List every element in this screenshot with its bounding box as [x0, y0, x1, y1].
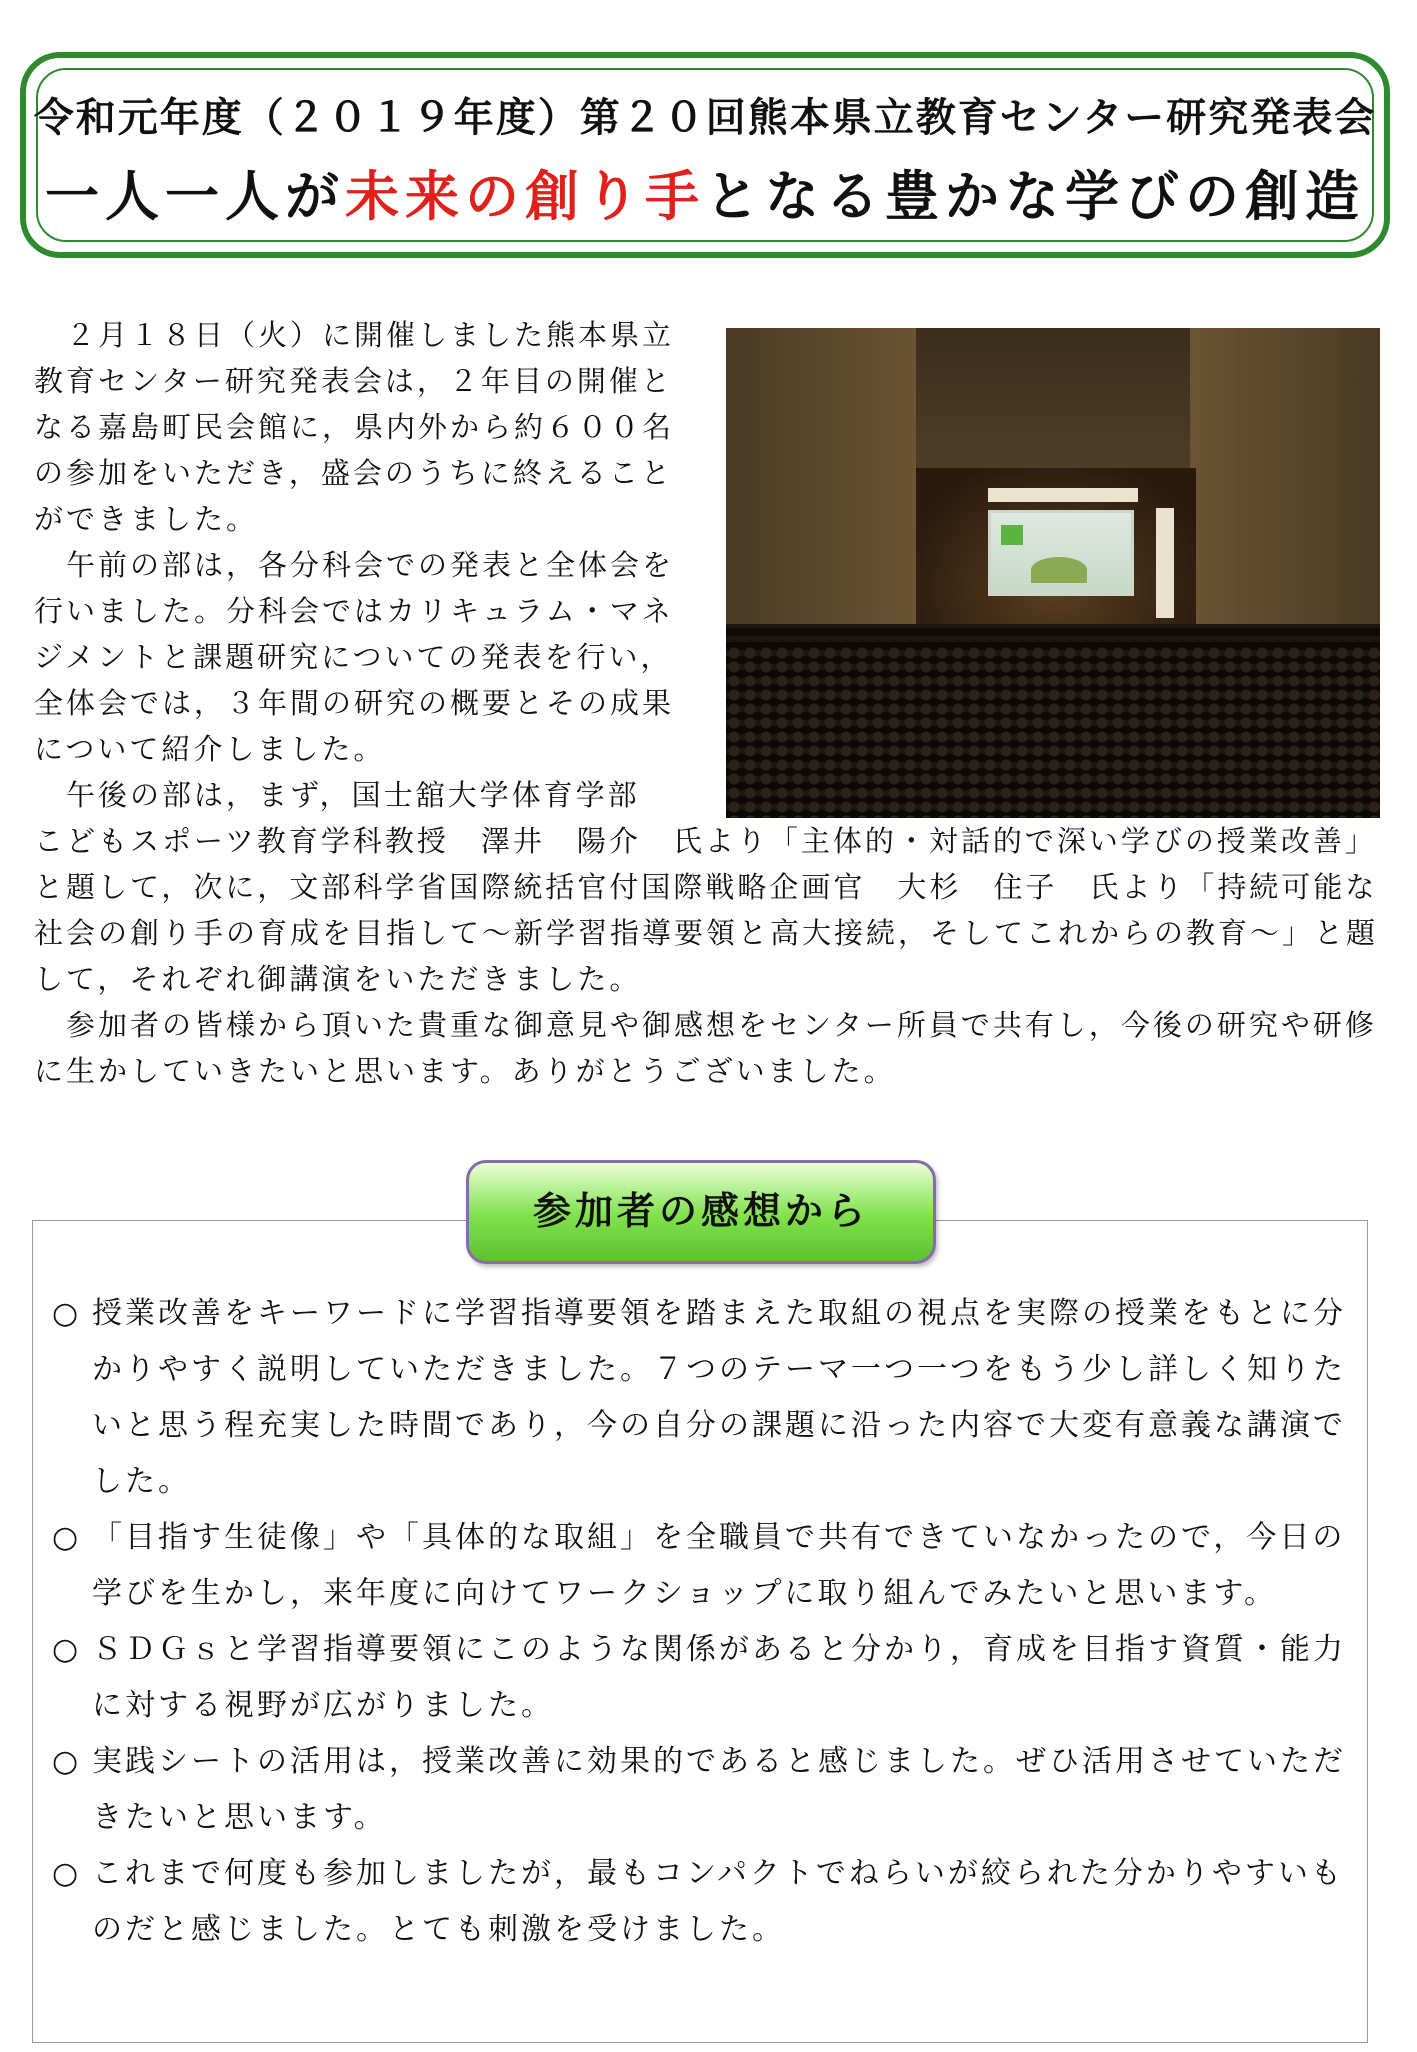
photo-screen-logo [1001, 525, 1023, 545]
event-title [26, 154, 1384, 231]
article-paragraph-4: 参加者の皆様から頂いた貴重な御意見や御感想をセンター所員で共有し，今後の研究や研修に生かしていきたいと思います。ありがとうございました。 [34, 1008, 1377, 1088]
list-item: ○ 「目指す生徒像」や「具体的な取組」を全職員で共有できていなかったので，今日の学びを生かし，来年度に向けてワークショップに取り組んでみたいと思います。 [52, 1510, 1352, 1622]
impressions-list [52, 1286, 1352, 1958]
list-item: ○ 授業改善をキーワードに学習指導要領を踏まえた取組の視点を実際の授業をもとに分かりやすく説明していただきました。７つのテーマ一つ一つをもう少し詳しく知りたいと思う程充実した時間であり，今の自分の課題に沿った内容で大変有意義な講演でした。 [52, 1286, 1352, 1510]
bullet-circle-icon: ○ [52, 1520, 82, 1555]
title-part1: 一人一人が [45, 165, 345, 228]
photo-audience [726, 646, 1380, 818]
article-paragraph-2: 午前の部は，各分科会での発表と全体会を行いました。分科会ではカリキュラム・マネジメントと課題研究についての発表を行い，全体会では，３年間の研究の概要とその成果について紹介しました。 [34, 548, 675, 766]
photo-side-banner [1156, 508, 1174, 618]
bullet-circle-icon: ○ [52, 1632, 82, 1667]
list-item: ○ ＳＤＧｓと学習指導要領にこのような関係があると分かり，育成を目指す資質・能力に対する視野が広がりました。 [52, 1622, 1352, 1734]
title-part2: となる豊かな学びの創造 [705, 165, 1365, 228]
title-banner [20, 52, 1390, 258]
event-subtitle: 令和元年度（２０１９年度）第２０回熊本県立教育センター研究発表会 [33, 95, 1377, 141]
article-left-column [34, 312, 702, 818]
photo-stage-banner [988, 488, 1138, 502]
auditorium-photo [726, 328, 1380, 818]
list-item: ○ これまで何度も参加しましたが，最もコンパクトでねらいが絞られた分かりやすいものだと感じました。とても刺激を受けました。 [52, 1846, 1352, 1958]
impressions-heading: 参加者の感想から [466, 1160, 936, 1264]
article-paragraph-3-start: 午後の部は，まず，国士舘大学体育学部 [34, 778, 640, 812]
bullet-circle-icon: ○ [52, 1296, 82, 1331]
title-highlight: 未来の創り手 [345, 165, 705, 228]
list-item: ○ 実践シートの活用は，授業改善に効果的であると感じました。ぜひ活用させていただきたいと思います。 [52, 1734, 1352, 1846]
photo-wall-right [1190, 328, 1380, 658]
photo-projection-screen [988, 510, 1134, 596]
bullet-circle-icon: ○ [52, 1856, 82, 1891]
article-full-width [34, 818, 1384, 1094]
bullet-circle-icon: ○ [52, 1744, 82, 1779]
article-paragraph-1: ２月１８日（火）に開催しました熊本県立教育センター研究発表会は，２年目の開催となる嘉島町民会館に，県内外から約６００名の参加をいただき，盛会のうちに終えることができました。 [34, 318, 675, 536]
photo-screen-image [1031, 557, 1087, 583]
article-paragraph-3-continued: こどもスポーツ教育学科教授 澤井 陽介 氏より「主体的・対話的で深い学びの授業改善」と題して，次に，文部科学省国際統括官付国際戦略企画官 大杉 住子 氏より「持続可能な社会の創り手の育成を目指して～新学習指導要領と高大接続，そしてこれからの教育～」と題して，それぞれ御講演をいただきました。 [34, 824, 1379, 996]
photo-wall-left [726, 328, 916, 658]
